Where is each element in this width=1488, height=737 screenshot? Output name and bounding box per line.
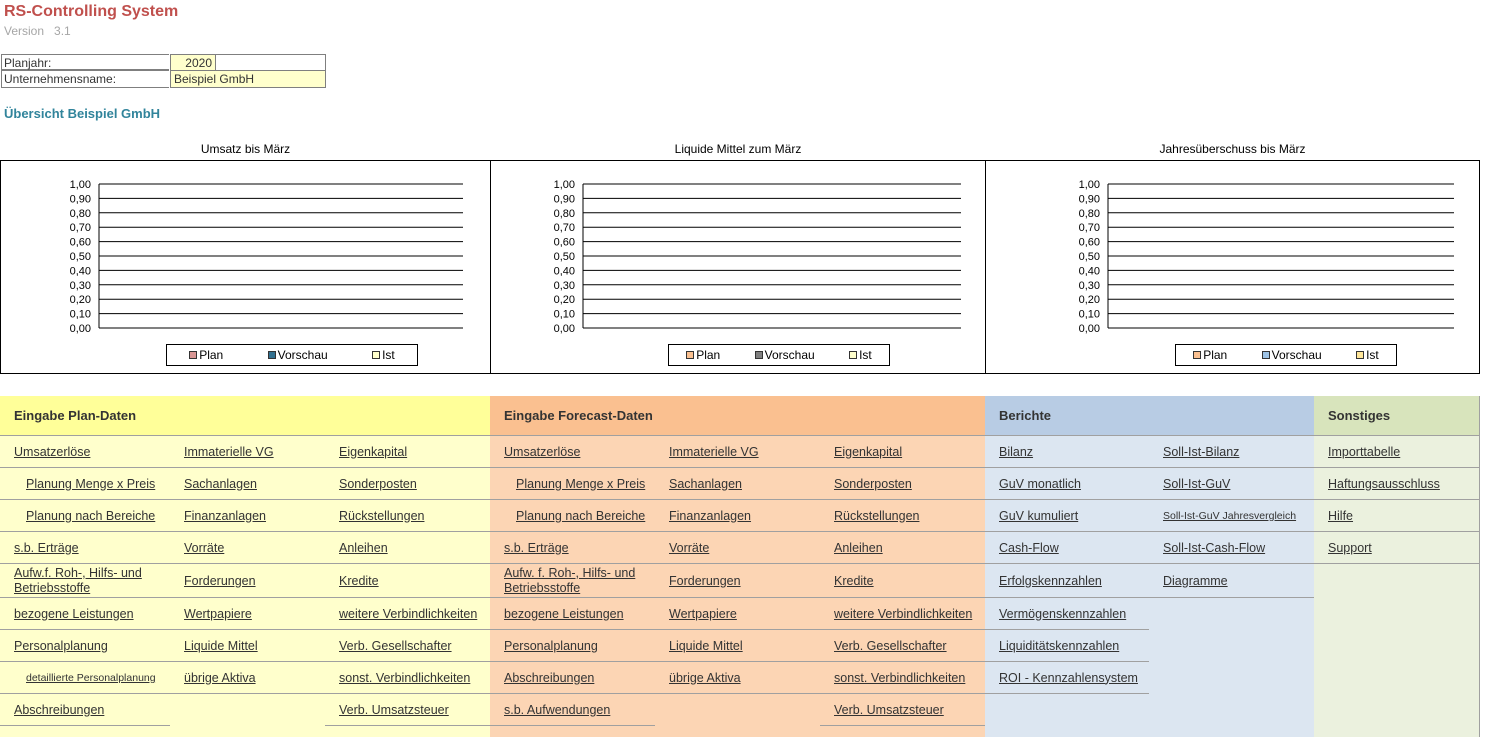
y-tick-label: 0,40 [1078, 265, 1100, 278]
y-tick-label: 0,60 [553, 236, 575, 249]
nav-link[interactable]: ROI - Kennzahlensystem [999, 670, 1138, 685]
nav-link[interactable]: Wertpapiere [184, 606, 252, 621]
nav-cell-berichte-col2[interactable] [1149, 564, 1315, 598]
chart-legend-3 [1175, 344, 1397, 366]
nav-link[interactable]: Diagramme [1163, 573, 1228, 588]
nav-cell-plan-col3[interactable] [325, 532, 491, 564]
legend-label: Ist [859, 348, 872, 362]
nav-link[interactable]: Planung Menge x Preis [26, 476, 156, 491]
nav-cell-plan-col3[interactable] [325, 500, 491, 532]
nav-link[interactable]: Rückstellungen [834, 508, 920, 523]
nav-link[interactable]: Vorräte [184, 540, 225, 555]
legend-swatch [755, 351, 763, 359]
nav-link[interactable]: Verb. Gesellschafter [339, 638, 452, 653]
legend-swatch [268, 351, 276, 359]
legend-label: Vorschau [764, 348, 815, 362]
legend-swatch [686, 351, 694, 359]
nav-cell-plan-col3[interactable] [325, 630, 491, 662]
y-tick-label: 0,10 [69, 308, 91, 321]
nav-link[interactable]: Vermögenskennzahlen [999, 606, 1127, 621]
chart-legend-1 [166, 344, 418, 366]
nav-link[interactable]: weitere Verbindlichkeiten [339, 606, 478, 621]
nav-cell-plan-col2[interactable] [170, 598, 326, 630]
legend-swatch [849, 351, 857, 359]
nav-cell-plan-col1[interactable] [0, 598, 171, 630]
nav-link[interactable]: sonst. Verbindlichkeiten [339, 670, 471, 685]
nav-link[interactable]: s.b. Erträge [504, 540, 569, 555]
nav-cell-berichte-col1[interactable] [985, 468, 1150, 500]
nav-link[interactable]: Liquide Mittel [184, 638, 258, 653]
nav-link[interactable]: bezogene Leistungen [14, 606, 134, 621]
y-tick-label: 0,80 [553, 207, 575, 220]
unternehmen-label: Unternehmensname: [1, 70, 169, 88]
nav-link[interactable]: Vorräte [669, 540, 710, 555]
nav-link[interactable]: s.b. Aufwendungen [504, 702, 611, 717]
nav-cell-plan-col1[interactable] [0, 630, 171, 662]
planjahr-field-ext [216, 54, 326, 71]
planjahr-label: Planjahr: [1, 54, 169, 70]
nav-cell-plan-col1[interactable] [0, 662, 171, 694]
nav-link[interactable]: Wertpapiere [669, 606, 737, 621]
y-tick-label: 0,90 [553, 193, 575, 206]
y-tick-label: 0,60 [69, 236, 91, 249]
nav-link[interactable]: sonst. Verbindlichkeiten [834, 670, 966, 685]
nav-link[interactable]: Sonderposten [834, 476, 912, 491]
nav-cell-plan-col1[interactable] [0, 500, 171, 532]
section-header-forecast: Eingabe Forecast-Daten [490, 396, 986, 436]
nav-link[interactable]: Soll-Ist-Cash-Flow [1163, 540, 1266, 555]
nav-cell-forecast-col3[interactable] [820, 598, 986, 630]
legend-swatch [1356, 351, 1364, 359]
planjahr-field[interactable]: 2020 [170, 54, 216, 71]
nav-link[interactable]: Sachanlagen [184, 476, 257, 491]
nav-cell-forecast-col1[interactable] [490, 694, 656, 726]
nav-link[interactable]: Soll-Ist-GuV [1163, 476, 1231, 491]
chart-plot-1 [1, 161, 490, 373]
version-number: 3.1 [54, 24, 71, 38]
y-tick-label: 0,50 [553, 251, 575, 263]
legend-label: Vorschau [1271, 348, 1322, 362]
nav-cell-plan-col2[interactable] [170, 564, 326, 598]
nav-cell-berichte-col1[interactable] [985, 564, 1150, 598]
nav-cell-forecast-col2[interactable] [655, 500, 821, 532]
nav-link[interactable]: detaillierte Personalplanung [26, 671, 156, 684]
nav-cell-plan-col3[interactable] [325, 694, 491, 726]
nav-link[interactable]: Personalplanung [504, 638, 598, 653]
nav-cell-sonstiges-col1[interactable] [1314, 532, 1480, 564]
section-header-berichte: Berichte [985, 396, 1315, 436]
nav-cell-forecast-col3[interactable] [820, 662, 986, 694]
nav-link[interactable]: Erfolgskennzahlen [999, 573, 1102, 588]
nav-cell-forecast-col2[interactable] [655, 598, 821, 630]
legend-item-vorschau [268, 348, 328, 362]
y-tick-label: 0,00 [69, 323, 91, 335]
nav-link[interactable]: Eigenkapital [834, 444, 903, 459]
nav-link[interactable]: Liquiditätskennzahlen [999, 638, 1120, 653]
nav-link[interactable]: Soll-Ist-Bilanz [1163, 444, 1240, 459]
nav-cell-plan-col2[interactable] [170, 532, 326, 564]
version-line [4, 24, 71, 38]
y-tick-label: 0,10 [1078, 308, 1100, 321]
nav-cell-berichte-col1[interactable] [985, 598, 1150, 630]
nav-cell-berichte-col2[interactable] [1149, 500, 1315, 532]
legend-item-ist [849, 348, 872, 362]
nav-cell-forecast-col2[interactable] [655, 564, 821, 598]
y-tick-label: 0,00 [553, 323, 575, 335]
section-header-plan: Eingabe Plan-Daten [0, 396, 491, 436]
navigation-grid [0, 396, 1480, 737]
y-tick-label: 0,40 [553, 265, 575, 278]
nav-link[interactable]: Umsatzerlöse [504, 444, 581, 459]
legend-swatch [372, 351, 380, 359]
y-tick-label: 0,70 [69, 222, 91, 235]
nav-cell-forecast-col3[interactable] [820, 436, 986, 468]
y-tick-label: 0,80 [69, 207, 91, 220]
chart-3 [985, 160, 1480, 374]
nav-link[interactable]: Liquide Mittel [669, 638, 743, 653]
nav-link[interactable]: Anleihen [834, 540, 883, 555]
legend-label: Plan [696, 348, 721, 362]
nav-cell-berichte-col1[interactable] [985, 532, 1150, 564]
nav-link[interactable]: Finanzanlagen [669, 508, 752, 523]
nav-link[interactable]: Immaterielle VG [184, 444, 274, 459]
nav-cell-plan-col1[interactable] [0, 532, 171, 564]
nav-cell-forecast-col1[interactable] [490, 598, 656, 630]
chart-1 [0, 160, 491, 374]
nav-cell-plan-col1[interactable] [0, 436, 171, 468]
nav-link[interactable]: Anleihen [339, 540, 388, 555]
nav-link[interactable]: Eigenkapital [339, 444, 408, 459]
legend-label: Ist [1366, 348, 1379, 362]
y-tick-label: 1,00 [69, 179, 91, 191]
chart-legend-2 [668, 344, 890, 366]
nav-link[interactable]: Verb. Gesellschafter [834, 638, 947, 653]
section-header-sonstiges: Sonstiges [1314, 396, 1480, 436]
nav-link[interactable]: übrige Aktiva [669, 670, 741, 685]
legend-item-vorschau [1262, 348, 1322, 362]
nav-cell-forecast-col2[interactable] [655, 630, 821, 662]
nav-cell-berichte-col2[interactable] [1149, 436, 1315, 468]
y-tick-label: 0,30 [69, 279, 91, 292]
y-tick-label: 0,70 [1078, 222, 1100, 235]
nav-cell-plan-col2[interactable] [170, 468, 326, 500]
y-tick-label: 0,50 [69, 251, 91, 263]
nav-cell-plan-col3[interactable] [325, 468, 491, 500]
chart-plot-3 [986, 161, 1479, 373]
nav-link[interactable]: Verb. Umsatzsteuer [339, 702, 449, 717]
legend-item-vorschau [755, 348, 815, 362]
nav-link[interactable]: GuV kumuliert [999, 508, 1079, 523]
nav-cell-berichte-col1[interactable] [985, 662, 1150, 694]
nav-cell-plan-col2[interactable] [170, 662, 326, 694]
legend-item-plan [1193, 348, 1227, 362]
chart-plot-2 [491, 161, 985, 373]
y-tick-label: 1,00 [553, 179, 575, 191]
nav-cell-forecast-col3[interactable] [820, 694, 986, 726]
nav-cell-berichte-col1[interactable] [985, 500, 1150, 532]
nav-link[interactable]: GuV monatlich [999, 476, 1081, 491]
legend-label: Vorschau [277, 348, 328, 362]
nav-cell-plan-col3[interactable] [325, 662, 491, 694]
nav-cell-berichte-col2[interactable] [1149, 468, 1315, 500]
nav-cell-forecast-col3[interactable] [820, 630, 986, 662]
nav-link[interactable]: Kredite [834, 573, 874, 588]
nav-cell-plan-col3[interactable] [325, 436, 491, 468]
nav-link[interactable]: Umsatzerlöse [14, 444, 91, 459]
nav-link[interactable]: Abschreibungen [14, 702, 105, 717]
y-tick-label: 0,20 [69, 294, 91, 307]
nav-link[interactable]: Immaterielle VG [669, 444, 759, 459]
y-tick-label: 0,90 [69, 193, 91, 206]
nav-link[interactable]: Aufw. f. Roh-, Hilfs- und Betriebsstoffe [504, 565, 636, 595]
nav-link[interactable]: Kredite [339, 573, 379, 588]
nav-cell-plan-col1[interactable] [0, 694, 171, 726]
legend-item-plan [189, 348, 223, 362]
y-tick-label: 0,20 [553, 294, 575, 307]
nav-cell-forecast-col3[interactable] [820, 468, 986, 500]
nav-link[interactable]: Forderungen [184, 573, 256, 588]
nav-link[interactable]: weitere Verbindlichkeiten [834, 606, 973, 621]
nav-link[interactable]: Planung nach Bereiche [26, 508, 156, 523]
y-tick-label: 0,50 [1078, 251, 1100, 263]
nav-cell-forecast-col1[interactable] [490, 500, 656, 532]
chart-title-3: Jahresüberschuss bis März [1159, 142, 1306, 156]
nav-cell-forecast-col1[interactable] [490, 436, 656, 468]
nav-cell-sonstiges-col1[interactable] [1314, 436, 1480, 468]
y-tick-label: 0,00 [1078, 323, 1100, 335]
legend-label: Plan [1203, 348, 1228, 362]
y-tick-label: 1,00 [1078, 179, 1100, 191]
nav-cell-plan-col2[interactable] [170, 500, 326, 532]
version-label: Version [4, 24, 45, 38]
legend-item-ist [1356, 348, 1379, 362]
legend-swatch [1262, 351, 1270, 359]
nav-link[interactable]: Personalplanung [14, 638, 108, 653]
nav-cell-plan-col2[interactable] [170, 436, 326, 468]
app-title: RS-Controlling System [4, 3, 179, 20]
nav-link[interactable]: Haftungsausschluss [1328, 476, 1440, 491]
legend-item-ist [372, 348, 395, 362]
nav-link[interactable]: Sonderposten [339, 476, 417, 491]
nav-link[interactable]: Rückstellungen [339, 508, 425, 523]
nav-link[interactable]: Importtabelle [1328, 444, 1401, 459]
nav-link[interactable]: Forderungen [669, 573, 741, 588]
y-tick-label: 0,20 [1078, 294, 1100, 307]
legend-label: Plan [199, 348, 224, 362]
nav-cell-forecast-col1[interactable] [490, 662, 656, 694]
unternehmen-field[interactable]: Beispiel GmbH [170, 70, 326, 88]
nav-cell-berichte-col2[interactable] [1149, 532, 1315, 564]
nav-cell-forecast-col2[interactable] [655, 436, 821, 468]
nav-cell-forecast-col1[interactable] [490, 630, 656, 662]
nav-link[interactable]: Hilfe [1328, 508, 1354, 523]
nav-link[interactable]: Finanzanlagen [184, 508, 267, 523]
chart-2 [490, 160, 986, 374]
nav-cell-plan-col1[interactable] [0, 468, 171, 500]
nav-link[interactable]: Support [1328, 540, 1372, 555]
nav-cell-forecast-col2[interactable] [655, 468, 821, 500]
y-tick-label: 0,10 [553, 308, 575, 321]
nav-cell-berichte-col1[interactable] [985, 630, 1150, 662]
chart-title-1: Umsatz bis März [200, 142, 291, 156]
nav-link[interactable]: s.b. Erträge [14, 540, 79, 555]
nav-link[interactable]: Abschreibungen [504, 670, 595, 685]
y-tick-label: 0,80 [1078, 207, 1100, 220]
nav-link[interactable]: Aufw.f. Roh-, Hilfs- und Betriebsstoffe [14, 565, 142, 595]
nav-link[interactable]: Soll-Ist-GuV Jahresvergleich [1163, 509, 1297, 522]
y-tick-label: 0,30 [1078, 279, 1100, 292]
nav-cell-plan-col3[interactable] [325, 598, 491, 630]
nav-link[interactable]: Sachanlagen [669, 476, 742, 491]
nav-link[interactable]: Planung Menge x Preis [516, 476, 646, 491]
nav-cell-plan-col2[interactable] [170, 630, 326, 662]
nav-cell-forecast-col3[interactable] [820, 532, 986, 564]
legend-swatch [189, 351, 197, 359]
nav-link[interactable]: Planung nach Bereiche [516, 508, 646, 523]
y-tick-label: 0,40 [69, 265, 91, 278]
nav-cell-forecast-col1[interactable] [490, 564, 656, 598]
nav-cell-berichte-col1[interactable] [985, 436, 1150, 468]
nav-link[interactable]: bezogene Leistungen [504, 606, 624, 621]
nav-cell-forecast-col1[interactable] [490, 468, 656, 500]
nav-cell-forecast-col3[interactable] [820, 500, 986, 532]
nav-cell-plan-col3[interactable] [325, 564, 491, 598]
nav-link[interactable]: Bilanz [999, 444, 1034, 459]
nav-cell-forecast-col2[interactable] [655, 662, 821, 694]
y-tick-label: 0,60 [1078, 236, 1100, 249]
y-tick-label: 0,30 [553, 279, 575, 292]
y-tick-label: 0,90 [1078, 193, 1100, 206]
nav-cell-sonstiges-col1[interactable] [1314, 500, 1480, 532]
nav-cell-forecast-col2[interactable] [655, 532, 821, 564]
chart-title-2: Liquide Mittel zum März [674, 142, 802, 156]
nav-link[interactable]: Verb. Umsatzsteuer [834, 702, 944, 717]
nav-link[interactable]: übrige Aktiva [184, 670, 256, 685]
nav-cell-forecast-col3[interactable] [820, 564, 986, 598]
nav-cell-plan-col1[interactable] [0, 564, 171, 598]
nav-cell-forecast-col1[interactable] [490, 532, 656, 564]
legend-label: Ist [382, 348, 395, 362]
legend-item-plan [686, 348, 720, 362]
nav-link[interactable]: Cash-Flow [999, 540, 1059, 555]
y-tick-label: 0,70 [553, 222, 575, 235]
nav-cell-sonstiges-col1[interactable] [1314, 468, 1480, 500]
overview-title: Übersicht Beispiel GmbH [4, 106, 161, 121]
legend-swatch [1193, 351, 1201, 359]
